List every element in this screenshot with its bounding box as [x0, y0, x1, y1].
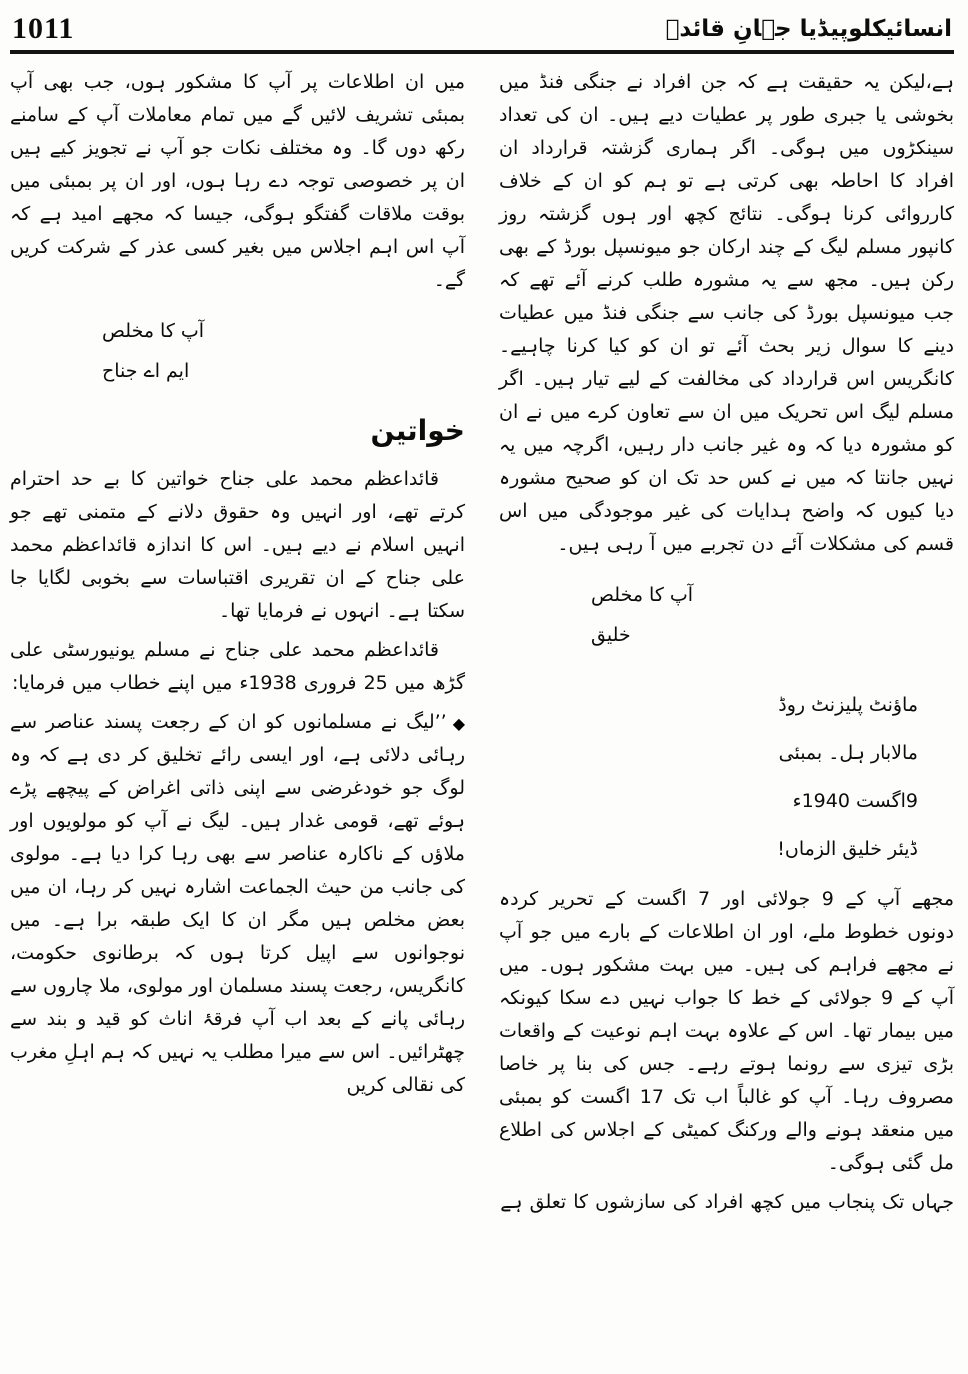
paragraph: میں ان اطلاعات پر آپ کا مشکور ہوں، جب بھی آپ بمبئی تشریف لائیں گے میں تمام معاملات آپ کے سامنے رکھ دوں گا۔ وہ مختلف نکات جو آپ نے تجویز کیے ہیں ان پر خصوصی توجہ دے رہا ہوں، اور ان پر بمبئی میں بوقت ملاقات گفتگو ہوگی، جیسا کہ مجھے امید ہے کہ آپ اس اہم اجلاس میں بغیر کسی عذر کے شرکت کریں گے۔ [10, 71, 465, 291]
text-columns [10, 66, 954, 1225]
quote-text: ’’لیگ نے مسلمانوں کو ان کے رجعت پسند عناصر سے رہائی دلائی ہے، اور ایسی رائے تخلیق کر دی ہے کہ وہ لوگ جو خودغرضی سے اپنی ذاتی اغراض کے پیچھے پڑے ہوئے تھے، قومی غدار ہیں۔ لیگ نے آپ کو مولویوں اور ملاؤں کے ناکارہ عناصر سے بھی رہا کرا دیا ہے۔ مولوی کی جانب من حیث الجماعت اشارہ نہیں کر رہا، ان میں بعض مخلص ہیں مگر ان کا ایک طبقہ برا ہے۔ میں نوجوانوں سے اپیل کرتا ہوں کہ برطانوی حکومت، کانگریس، رجعت پسند مسلمان اور مولوی، ملا چاروں سے رہائی پانے کے بعد اب آپ فرقۂ اناث کو قید و بند سے چھٹرائیں۔ اس سے میرا مطلب یہ نہیں کہ ہم اہلِ مغرب کی نقالی کریں [10, 711, 465, 1097]
page-header [10, 14, 954, 54]
signoff-line: آپ کا مخلص [591, 584, 694, 606]
salutation: ڈیئر خلیق الزماں! [777, 838, 918, 860]
address-line: ماؤنٹ پلیزنٹ روڈ [778, 694, 918, 716]
quote-paragraph [10, 706, 465, 1102]
paragraph: قائداعظم محمد علی جناح خواتین کا بے حد احترام کرتے تھے، اور انہیں وہ حقوق دلانے کے متمنی تھے جو انہیں اسلام نے دیے ہیں۔ اس کا اندازہ قائداعظم محمد علی جناح کے ان تقریری اقتباسات سے بخوبی لگایا جا سکتا ہے۔ انہوں نے فرمایا تھا۔ [10, 468, 465, 623]
paragraph: قائداعظم محمد علی جناح نے مسلم یونیورسٹی علی گڑھ میں 25 فروری 1938ء میں اپنے خطاب میں فرمایا: [10, 639, 465, 695]
address-line: مالابار ہل۔ بمبئی [778, 742, 918, 764]
signoff-line: آپ کا مخلص [102, 320, 205, 342]
paragraph: ہے،لیکن یہ حقیقت ہے کہ جن افراد نے جنگی فنڈ میں بخوشی یا جبری طور پر عطیات دیے ہیں۔ ان کی تعداد سینکڑوں میں ہوگی۔ اگر ہماری گزشتہ قرارداد ان افراد کا احاطہ بھی کرتی ہے تو ہم کو ان کے خلاف کارروائی کرنا ہوگی۔ نتائج کچھ اور ہوں گزشتہ روز کانپور مسلم لیگ کے چند ارکان جو میونسپل بورڈ کے بھی رکن ہیں۔ مجھ سے یہ مشورہ طلب کرنے آئے تھے کہ جب میونسپل بورڈ کی جانب سے جنگی فنڈ میں عطیات دینے کا سوال زیر بحث آئے تو ان کو کیا کرنا چاہیے۔ کانگریس اس قرارداد کی مخالفت کے لیے تیار ہیں۔ اگر مسلم لیگ اس تحریک میں ان سے تعاون کرے میں نے ان کو مشورہ دیا کہ وہ غیر جانب دار رہیں، اگرچہ میں یہ نہیں جانتا کہ میں نے کس حد تک ان کو صحیح مشورہ دیا کیوں کہ واضح ہدایات کی غیر موجودگی میں اس قسم کی مشکلات آئے دن تجربے میں آ رہی ہیں۔ [499, 71, 954, 555]
paragraph: جہاں تک پنجاب میں کچھ افراد کی سازشوں کا تعلق ہے [500, 1191, 954, 1213]
quote-ornament-icon: ◆ [452, 714, 465, 734]
letter-signoff [499, 575, 954, 655]
page-number: 1011 [12, 12, 75, 45]
address-line: 9اگست 1940ء [792, 790, 918, 812]
section-heading: خواتین [370, 414, 465, 447]
signoff-line: ایم اے جناح [102, 360, 190, 382]
paragraph: مجھے آپ کے 9 جولائی اور 7 اگست کے تحریر کردہ دونوں خطوط ملے، اور ان اطلاعات کے بارے میں جو آپ نے مجھے فراہم کی ہیں۔ میں بہت مشکور ہوں۔ میں آپ کے 9 جولائی کے خط کا جواب نہیں دے سکا کیونکہ میں بیمار تھا۔ اس کے علاوہ بہت اہم نوعیت کے واقعات بڑی تیزی سے رونما ہوتے رہے۔ جس کی بنا پر خاصا مصروف رہا۔ آپ کو غالباً اب تک 17 اگست کو بمبئی میں منعقد ہونے والے ورکنگ کمیٹی کے اجلاس کی اطلاع مل گئی ہوگی۔ [499, 888, 954, 1174]
right-column [499, 66, 954, 1225]
book-title: انسائیکلوپیڈیا جہانِ قائدؒ [665, 16, 952, 43]
left-column [10, 66, 465, 1225]
letter-signoff [10, 311, 465, 391]
address-block [499, 681, 918, 873]
signoff-line: خلیق [591, 624, 631, 646]
